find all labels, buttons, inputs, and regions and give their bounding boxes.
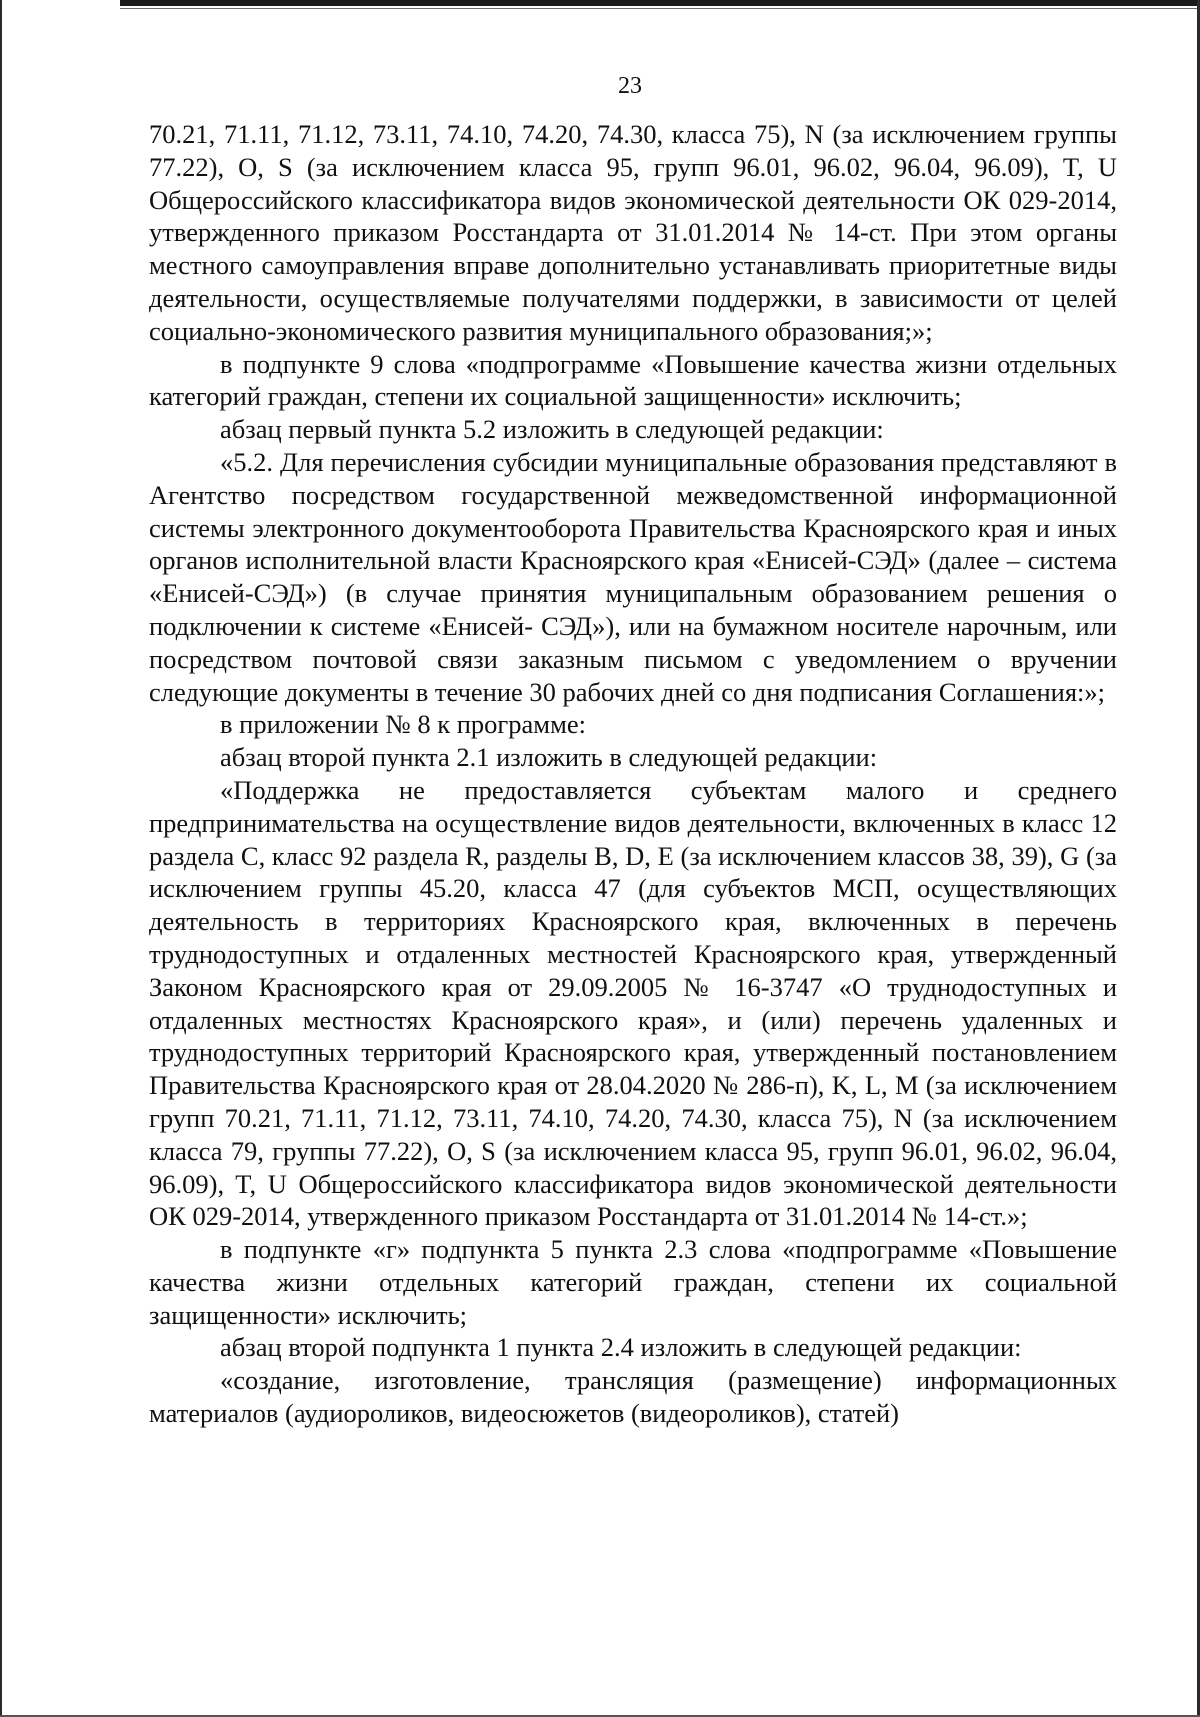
paragraph: «5.2. Для перечисления субсидии муниципальные образования представляют в Агентство посредством государственной межведомственной информационной системы электронного документооборота Правительства Красноярского края и иных органов исполнительной власти Красноярского края «Енисей-СЭД» (далее – система «Енисей-СЭД») (в случае принятия муниципальным образованием решения о подключении к системе «Енисей- СЭД»), или на бумажном носителе нарочным, или посредством почтовой связи заказным письмом с уведомлением о вручении следующие документы в течение 30 рабочих дней со дня подписания Соглашения:»; bbox=[149, 446, 1117, 707]
paragraph: абзац второй подпункта 1 пункта 2.4 изложить в следующей редакции: bbox=[220, 1332, 1022, 1363]
paragraph: 70.21, 71.11, 71.12, 73.11, 74.10, 74.20, 74.30, класса 75), N (за исключением группы 77.22), O, S (за исключением класса 95, групп 96.01, 96.02, 96.04, 96.09), T, U Общероссийского классификатора видов экономической деятельности ОК 029-2014, утвержденного приказом Росстандарта от 31.01.2014 № 14-ст. При этом органы местного самоуправления вправе дополнительно устанавливать приоритетные виды деятельности, осуществляемые получателями поддержки, в зависимости от целей социально-экономического развития муниципального образования;»; bbox=[149, 119, 1117, 346]
paragraph: абзац второй пункта 2.1 изложить в следующей редакции: bbox=[220, 742, 878, 773]
scan-left-edge bbox=[0, 0, 2, 1717]
paragraph: в подпункте 9 слова «подпрограмме «Повышение качества жизни отдельных категорий граждан, степени их социальной защищенности» исключить; bbox=[149, 348, 1117, 412]
page-number: 23 bbox=[618, 73, 642, 99]
document-body bbox=[149, 118, 1117, 1430]
paragraph: в подпункте «г» подпункта 5 пункта 2.3 слова «подпрограмме «Повышение качества жизни отдельных категорий граждан, степени их социальной защищенности» исключить; bbox=[149, 1234, 1117, 1330]
scan-top-border-thin bbox=[120, 8, 1200, 9]
paragraph: «Поддержка не предоставляется субъектам малого и среднего предпринимательства на осуществление видов деятельности, включенных в класс 12 раздела C, класс 92 раздела R, разделы B, D, E (за исключением классов 38, 39), G (за исключением группы 45.20, класса 47 (для субъектов МСП, осуществляющих деятельность в территориях Красноярского края, включенных в перечень труднодоступных и отдаленных местностей Красноярского края, утвержденный Законом Красноярского края от 29.09.2005 № 16-3747 «О труднодоступных и отдаленных местностях Красноярского края», и (или) перечень удаленных и труднодоступных территорий Красноярского края, утвержденный постановлением Правительства Красноярского края от 28.04.2020 № 286-п), K, L, M (за исключением групп 70.21, 71.11, 71.12, 73.11, 74.10, 74.20, 74.30, класса 75), N (за исключением класса 79, группы 77.22), O, S (за исключением класса 95, групп 96.01, 96.02, 96.04, 96.09), T, U Общероссийского классификатора видов экономической деятельности ОК 029-2014, утвержденного приказом Росстандарта от 31.01.2014 № 14-ст.»; bbox=[149, 774, 1117, 1232]
paragraph: «создание, изготовление, трансляция (размещение) информационных материалов (аудиороликов, видеосюжетов (видеороликов), статей) bbox=[149, 1365, 1117, 1429]
scan-top-border bbox=[120, 0, 1200, 6]
paragraph: в приложении № 8 к программе: bbox=[220, 709, 586, 740]
paragraph: абзац первый пункта 5.2 изложить в следующей редакции: bbox=[220, 414, 884, 445]
